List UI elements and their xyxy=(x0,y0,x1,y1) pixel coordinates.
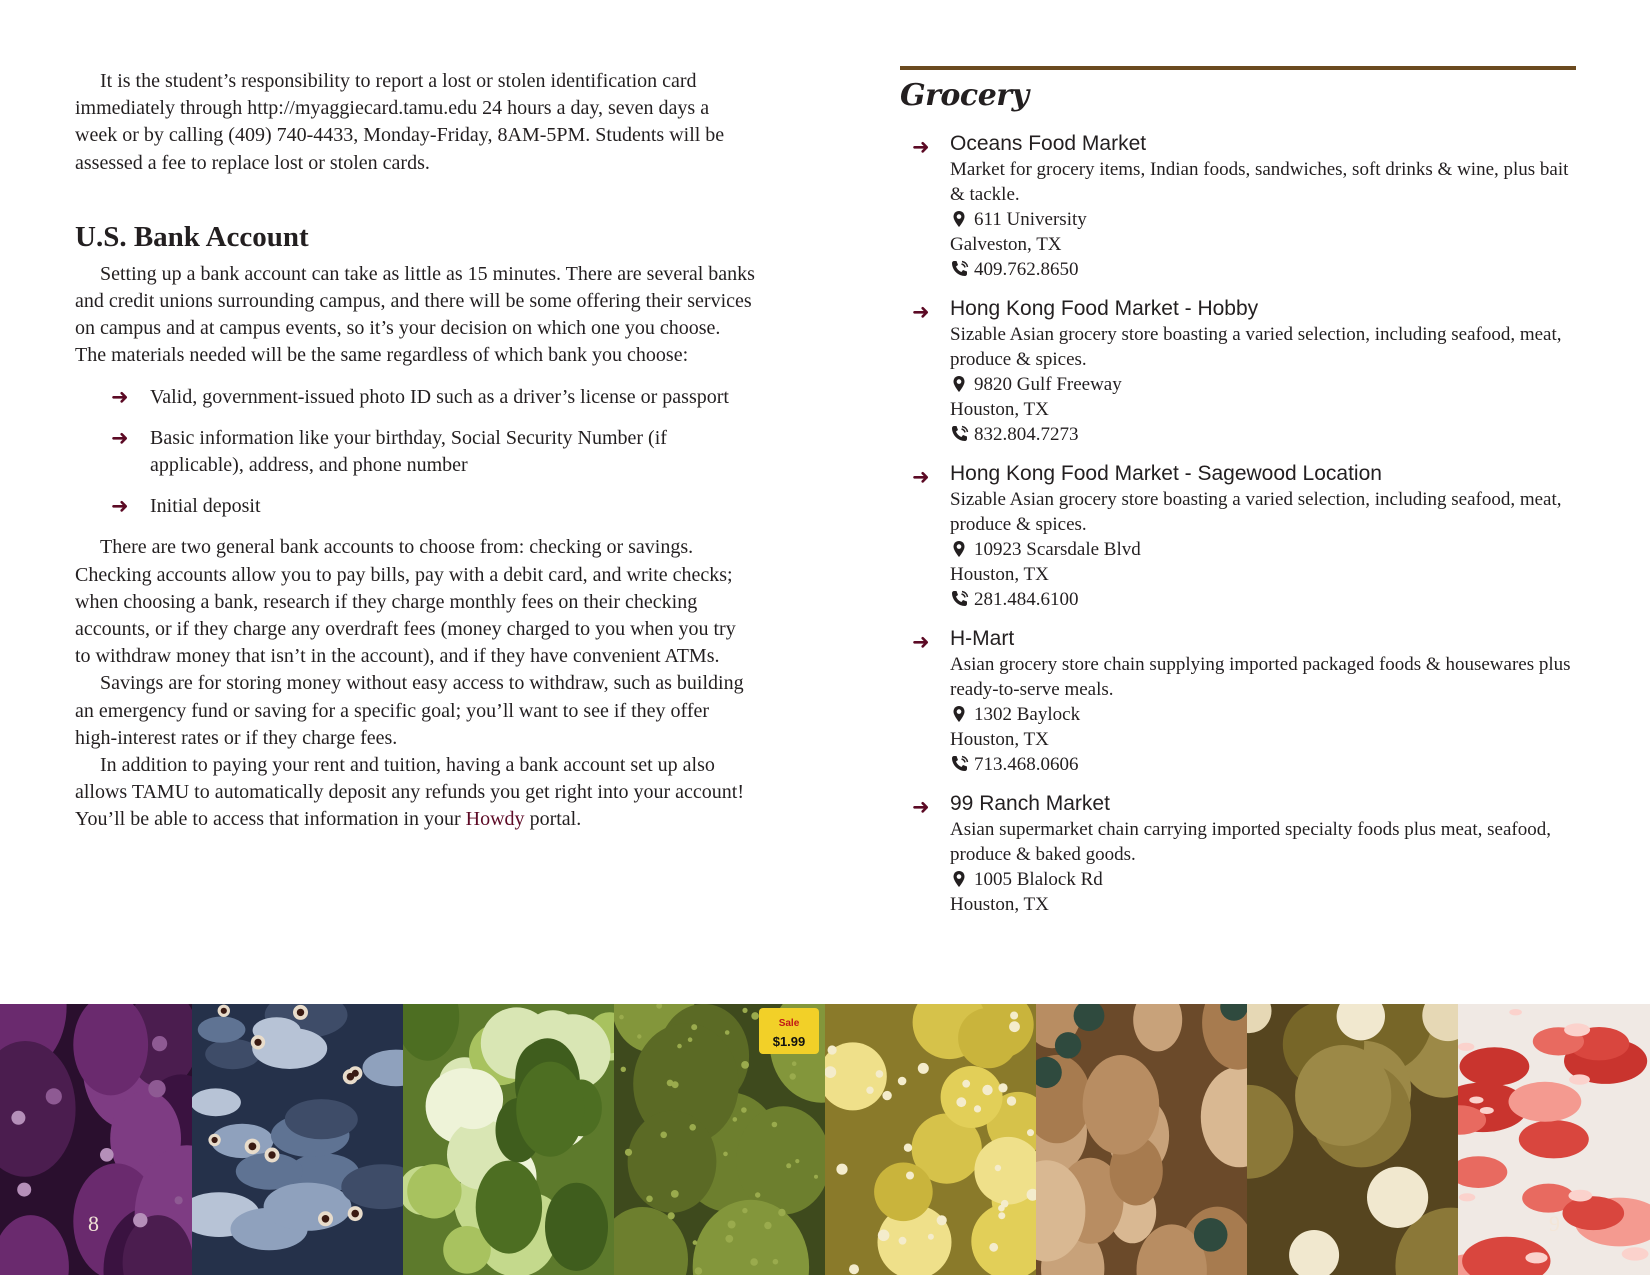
right-column xyxy=(900,66,1576,917)
store-name: Hong Kong Food Market - Hobby xyxy=(950,297,1259,320)
arrow-icon: ➜ xyxy=(912,300,930,324)
store-phone-number: 281.484.6100 xyxy=(974,589,1079,610)
arrow-icon: ➜ xyxy=(912,795,930,819)
arrow-icon: ➜ xyxy=(912,630,930,654)
map-pin-icon xyxy=(950,375,968,393)
store-city: Galveston, TX xyxy=(950,234,1062,255)
savings-paragraph: Savings are for storing money without easy access to withdraw, such as building an emergency fund or saving for a specific goal; you’ll want to see if they offer high-interest rates or if they charge fees. xyxy=(75,672,744,749)
store-entry xyxy=(900,131,1576,282)
store-phone-number: 832.804.7273 xyxy=(974,424,1079,445)
grocery-heading: Grocery xyxy=(900,78,1029,113)
page-number-left: 8 xyxy=(88,1211,99,1236)
store-entry xyxy=(900,461,1576,612)
materials-list xyxy=(111,384,755,521)
store-city: Houston, TX xyxy=(950,564,1049,585)
arrow-icon: ➜ xyxy=(111,494,129,519)
arrow-icon: ➜ xyxy=(111,425,129,450)
store-description: Market for grocery items, Indian foods, sandwiches, soft drinks & wine, plus bait & tackle. xyxy=(950,159,1569,205)
map-pin-icon xyxy=(950,210,968,228)
store-list xyxy=(900,131,1576,917)
list-item xyxy=(111,384,755,411)
sale-sign-title: Sale xyxy=(778,1018,800,1029)
map-pin-icon xyxy=(950,540,968,558)
store-phone-number: 409.762.8650 xyxy=(974,259,1079,280)
howdy-link[interactable]: Howdy xyxy=(465,808,525,831)
store-street: 611 University xyxy=(974,209,1087,230)
fish-photo xyxy=(192,1004,403,1275)
store-city: Houston, TX xyxy=(950,729,1049,750)
account-types-paragraph: There are two general bank accounts to choose from: checking or savings. Checking accounts allow you to pay bills, pay with a debit card, and write checks; when choosing a bank, research if they charge monthly fees on their checking accounts, or if they charge any overdraft fees (money charged to you when you try to withdraw money that isn’t in the account), and if they have convenient ATMs. xyxy=(75,536,736,668)
store-phone xyxy=(950,422,1576,447)
store-name: H-Mart xyxy=(950,627,1015,650)
arrow-icon: ➜ xyxy=(912,135,930,159)
arrow-icon: ➜ xyxy=(912,465,930,489)
store-entry xyxy=(900,296,1576,447)
ginger-photo xyxy=(1036,1004,1247,1275)
phone-icon xyxy=(950,590,968,608)
store-city: Houston, TX xyxy=(950,399,1049,420)
asian-pear-photo xyxy=(825,1004,1036,1275)
store-description: Asian supermarket chain carrying imported specialty foods plus meat, seafood, produce & baked goods. xyxy=(950,819,1551,865)
coconut-photo xyxy=(1247,1004,1458,1275)
store-street: 10923 Scarsdale Blvd xyxy=(974,539,1141,560)
store-phone xyxy=(950,587,1576,612)
intro-paragraph: It is the student’s responsibility to report a lost or stolen identification card immediately through http://myaggiecard.tamu.edu 24 hours a day, seven days a week or by calling (409) 740-4433, Monday-Friday, 8AM-5PM. Students will be assessed a fee to replace lost or stolen cards. xyxy=(75,70,725,174)
store-address xyxy=(950,537,1576,562)
store-name: Oceans Food Market xyxy=(950,132,1147,155)
store-street: 9820 Gulf Freeway xyxy=(974,374,1122,395)
food-photo-strip xyxy=(0,1004,1650,1275)
phone-icon xyxy=(950,755,968,773)
jackfruit-photo xyxy=(614,1004,825,1275)
refunds-text: In addition to paying your rent and tuition, having a bank account set up also allows TAMU to automatically deposit any refunds you get right into your account! You’ll be able to access that information in your xyxy=(75,754,745,831)
store-phone xyxy=(950,257,1576,282)
list-item-text: Basic information like your birthday, Social Security Number (if applicable), address, and phone number xyxy=(150,426,667,477)
store-entry xyxy=(900,626,1576,777)
store-address xyxy=(950,702,1576,727)
section-heading: U.S. Bank Account xyxy=(75,220,309,253)
store-description: Sizable Asian grocery store boasting a varied selection, including seafood, meat, produce & spices. xyxy=(950,489,1562,535)
store-phone-number: 713.468.0606 xyxy=(974,754,1079,775)
section-divider xyxy=(900,66,1576,70)
bok-choy-photo xyxy=(403,1004,614,1275)
store-address xyxy=(950,372,1576,397)
store-city: Houston, TX xyxy=(950,894,1049,915)
phone-icon xyxy=(950,260,968,278)
refunds-paragraph xyxy=(75,752,755,834)
store-name: Hong Kong Food Market - Sagewood Location xyxy=(950,462,1382,485)
list-item-text: Valid, government-issued photo ID such as a driver’s license or passport xyxy=(150,385,729,408)
store-name: 99 Ranch Market xyxy=(950,792,1110,815)
arrow-icon: ➜ xyxy=(111,384,129,409)
store-address xyxy=(950,867,1576,892)
map-pin-icon xyxy=(950,705,968,723)
store-entry xyxy=(900,791,1576,917)
list-item xyxy=(111,425,755,479)
list-item-text: Initial deposit xyxy=(150,495,261,518)
store-description: Asian grocery store chain supplying imported packaged foods & housewares plus ready-to-serve meals. xyxy=(950,654,1571,700)
bank-intro-paragraph: Setting up a bank account can take as little as 15 minutes. There are several banks and credit unions surrounding campus, and there will be some offering their services on campus and at campus events, so it’s your decision on which one you choose. The materials needed will be the same regardless of which bank you choose: xyxy=(75,262,755,367)
list-item xyxy=(111,493,755,520)
store-street: 1302 Baylock xyxy=(974,704,1081,725)
sale-sign-price: $1.99 xyxy=(772,1034,806,1049)
page-number-right: 9 xyxy=(1549,1211,1560,1236)
map-pin-icon xyxy=(950,870,968,888)
left-column xyxy=(75,68,755,834)
store-street: 1005 Blalock Rd xyxy=(974,869,1103,890)
phone-icon xyxy=(950,425,968,443)
store-description: Sizable Asian grocery store boasting a varied selection, including seafood, meat, produce & spices. xyxy=(950,324,1562,370)
store-address xyxy=(950,207,1576,232)
store-phone xyxy=(950,752,1576,777)
refunds-text-end: portal. xyxy=(524,808,582,831)
